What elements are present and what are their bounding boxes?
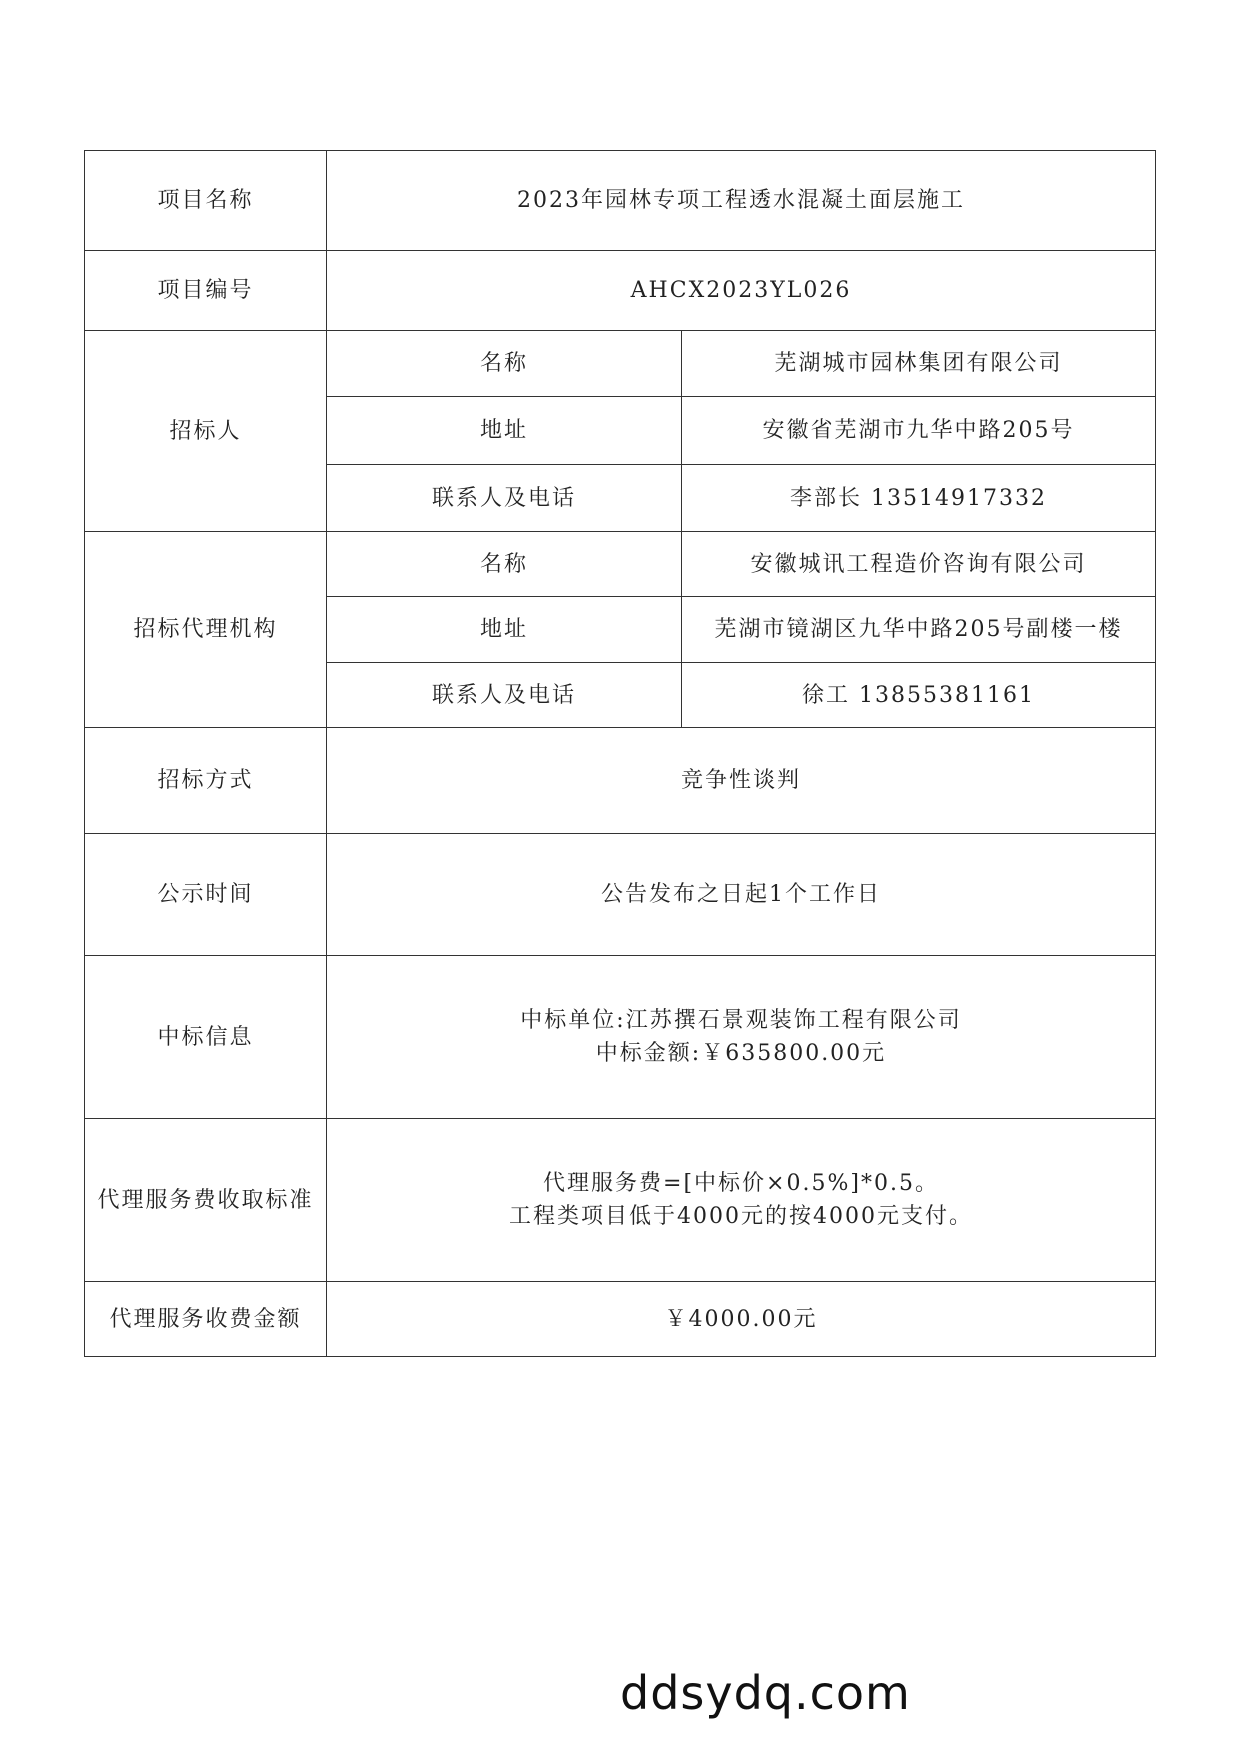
tenderer-contact-key: 联系人及电话 [327,465,682,532]
tenderer-address-value: 安徽省芜湖市九华中路205号 [682,397,1156,465]
tenderer-label: 招标人 [85,331,327,532]
row-project-name [85,151,1156,251]
agency-contact-value: 徐工 13855381161 [682,663,1156,728]
winner-company: 中标单位:江苏撰石景观装饰工程有限公司 [520,1008,962,1033]
fee-amount-label: 代理服务收费金额 [85,1282,327,1357]
winner-label: 中标信息 [85,956,327,1119]
fee-minimum: 工程类项目低于4000元的按4000元支付。 [509,1204,973,1229]
agency-address-key: 地址 [327,597,682,663]
row-method [85,728,1156,834]
row-publicity [85,834,1156,956]
agency-contact-key: 联系人及电话 [327,663,682,728]
winner-value [327,956,1156,1119]
method-label: 招标方式 [85,728,327,834]
tender-result-table [84,150,1156,1357]
publicity-label: 公示时间 [85,834,327,956]
agency-name-value: 安徽城讯工程造价咨询有限公司 [682,532,1156,597]
tenderer-contact-value: 李部长 13514917332 [682,465,1156,532]
tenderer-name-value: 芜湖城市园林集团有限公司 [682,331,1156,397]
project-code-value: AHCX2023YL026 [327,251,1156,331]
tenderer-address-key: 地址 [327,397,682,465]
method-value: 竞争性谈判 [327,728,1156,834]
project-name-label: 项目名称 [85,151,327,251]
watermark-text: ddsydq.com [620,1666,911,1720]
agency-label: 招标代理机构 [85,532,327,728]
winner-amount: 中标金额:￥635800.00元 [595,1041,887,1066]
fee-standard-label: 代理服务费收取标准 [85,1119,327,1282]
row-project-code [85,251,1156,331]
tenderer-name-key: 名称 [327,331,682,397]
project-code-label: 项目编号 [85,251,327,331]
row-fee-amount [85,1282,1156,1357]
row-tenderer-name [85,331,1156,397]
agency-name-key: 名称 [327,532,682,597]
row-agency-name [85,532,1156,597]
fee-formula: 代理服务费=[中标价×0.5%]*0.5。 [543,1171,939,1196]
agency-address-value: 芜湖市镜湖区九华中路205号副楼一楼 [682,597,1156,663]
publicity-value: 公告发布之日起1个工作日 [327,834,1156,956]
row-winner [85,956,1156,1119]
project-name-value: 2023年园林专项工程透水混凝土面层施工 [327,151,1156,251]
fee-standard-value [327,1119,1156,1282]
fee-amount-value: ￥4000.00元 [327,1282,1156,1357]
row-fee-standard [85,1119,1156,1282]
